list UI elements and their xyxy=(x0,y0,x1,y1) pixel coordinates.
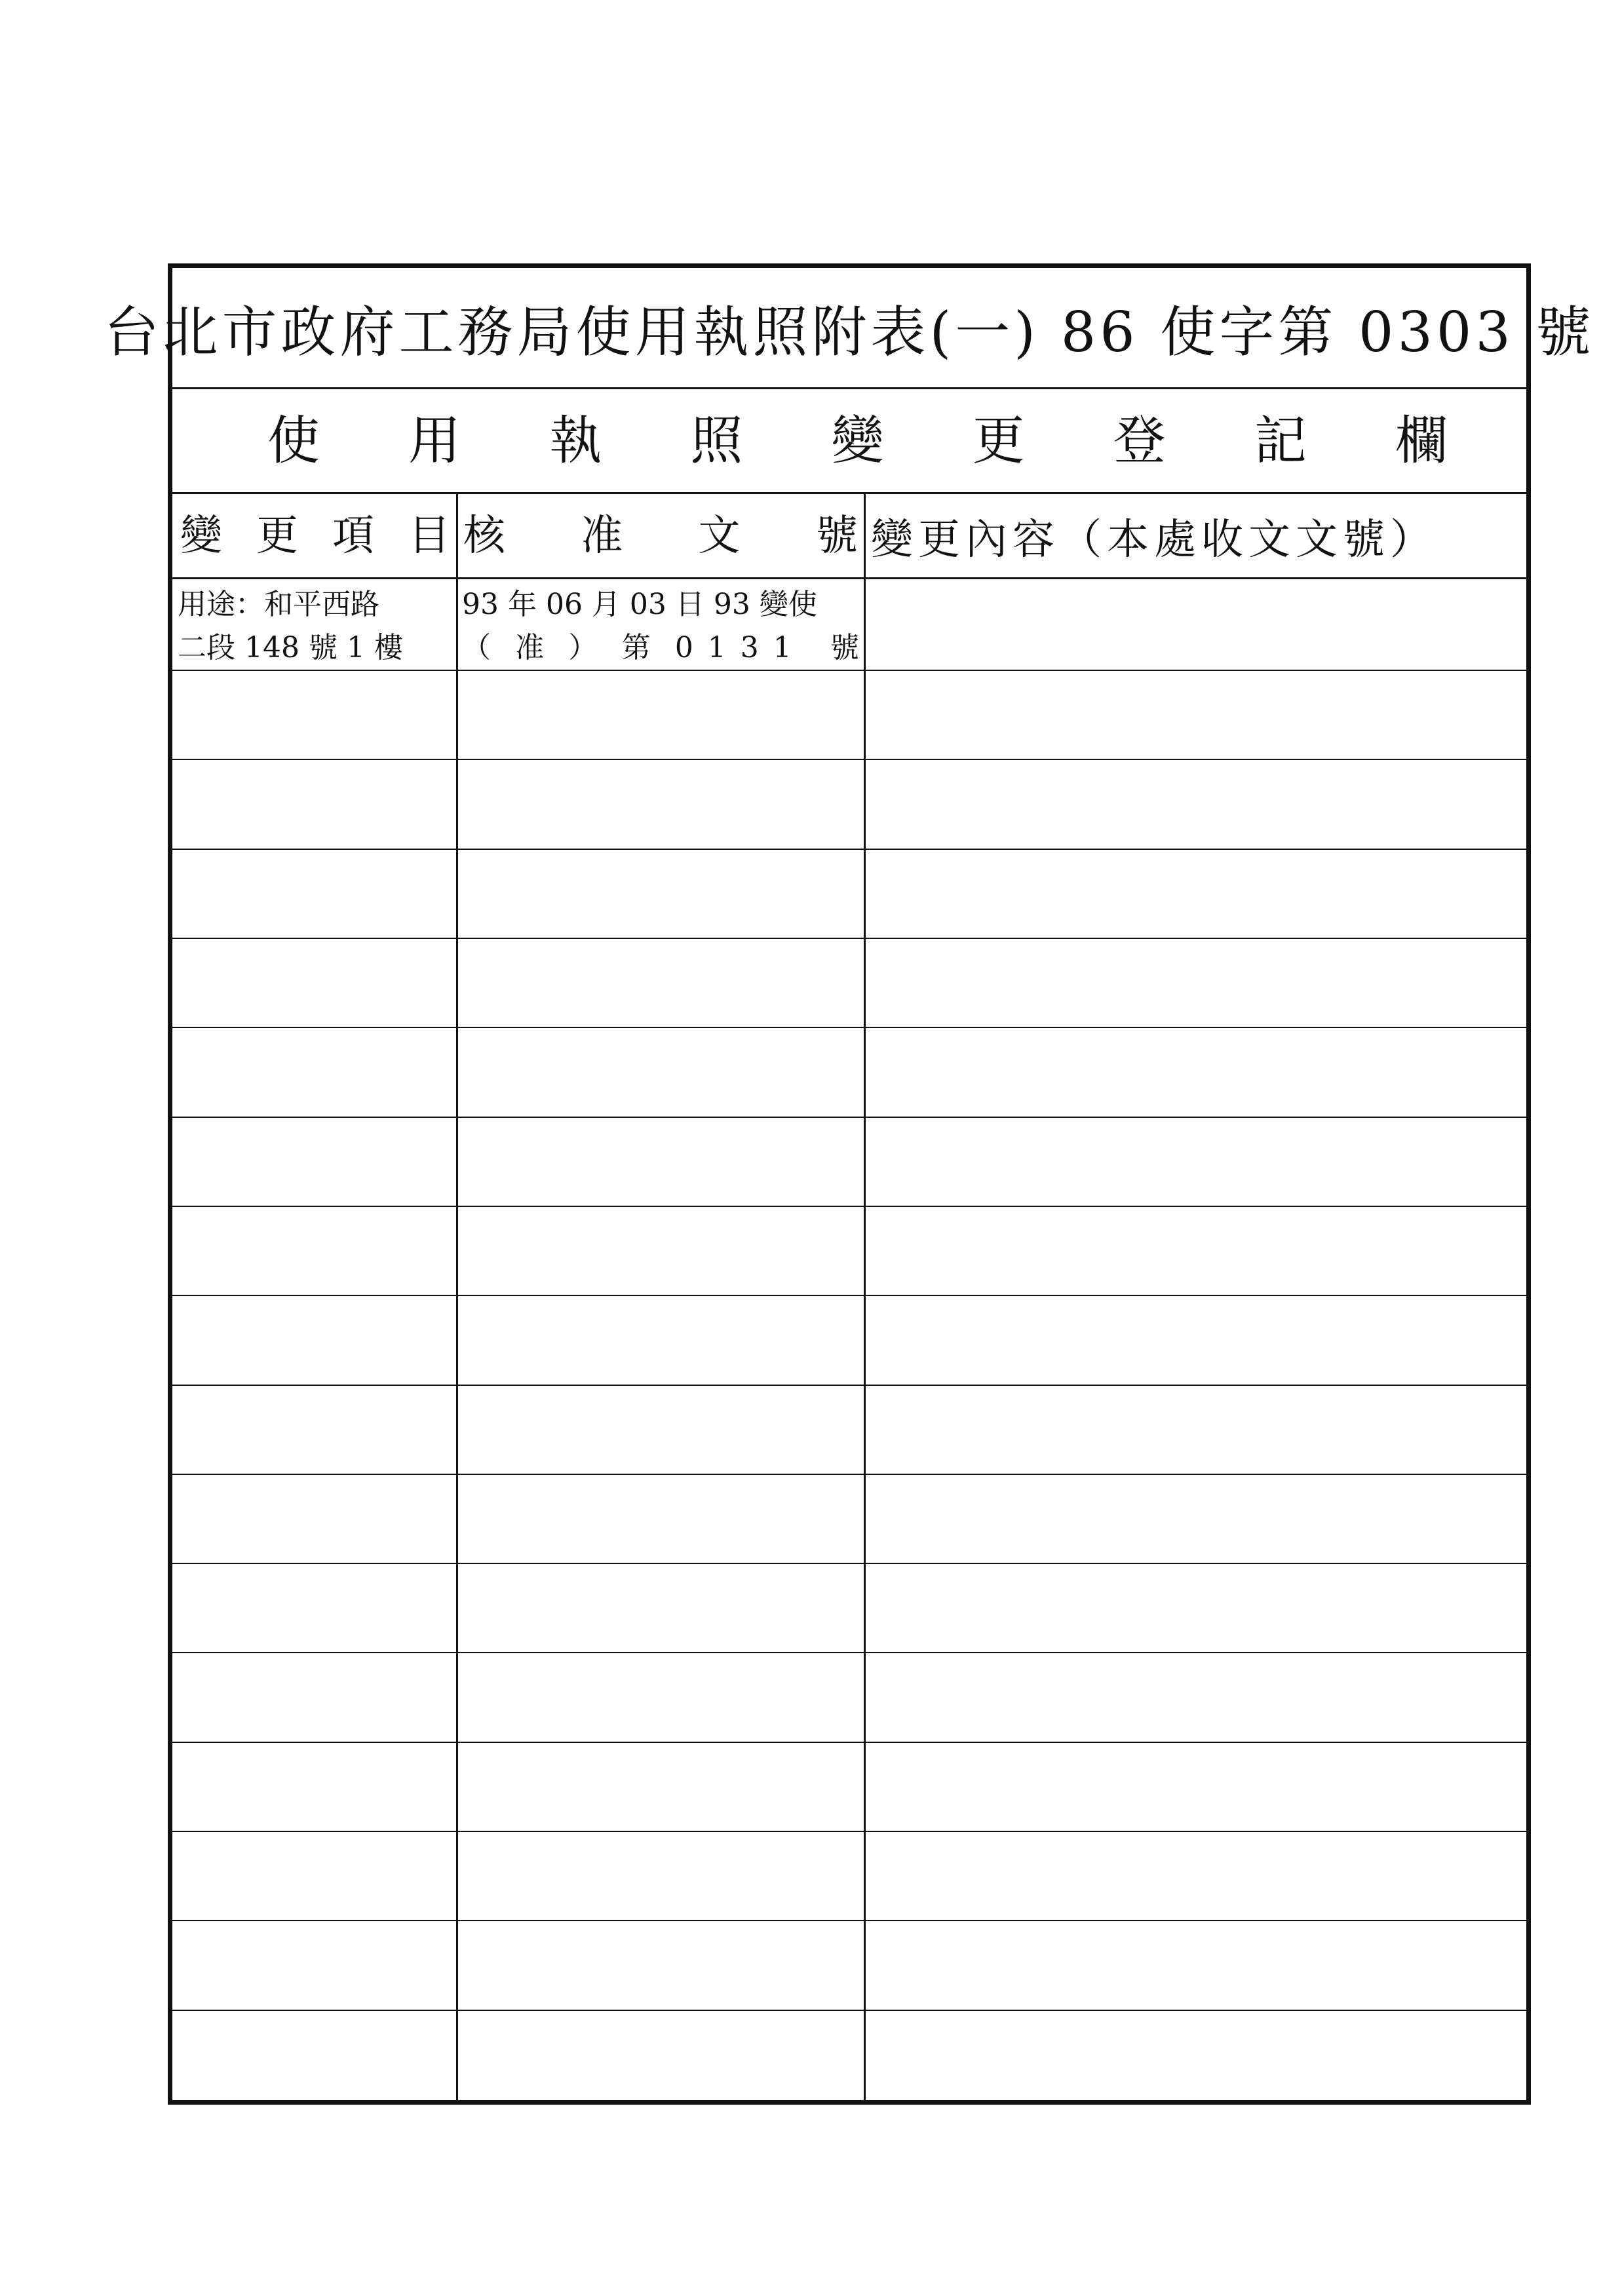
table-row-empty xyxy=(172,671,1526,760)
table-row-empty xyxy=(172,1475,1526,1564)
cell-text-line: 用途：和平西路 xyxy=(178,588,379,621)
table-row-empty xyxy=(172,1296,1526,1385)
table-row-empty xyxy=(172,1921,1526,2010)
header-char: 准 xyxy=(581,511,623,560)
approval-number-cell xyxy=(462,583,859,670)
subtitle-char: 登 xyxy=(1113,410,1166,471)
header-char: 項 xyxy=(332,511,374,560)
subtitle-char: 欄 xyxy=(1395,410,1448,471)
cell-text-part: 第 xyxy=(621,631,651,664)
subtitle-char: 執 xyxy=(549,410,602,471)
subtitle-char: 照 xyxy=(690,410,743,471)
header-change-item xyxy=(178,494,453,577)
table-row-empty xyxy=(172,850,1526,939)
header-char: 文 xyxy=(698,511,741,560)
table-body xyxy=(172,579,1526,2100)
table-row xyxy=(172,579,1526,671)
license-change-form xyxy=(104,263,1595,2105)
cell-text-part: （ xyxy=(462,631,491,664)
cell-text-line: 93 年 06 月 03 日 93 變使 xyxy=(462,588,817,621)
header-text: 變更內容（本處收文文號） xyxy=(871,515,1437,564)
subtitle-char: 更 xyxy=(972,410,1025,471)
table-row-empty xyxy=(172,1028,1526,1117)
form-title-row xyxy=(104,268,1595,389)
table-row-empty xyxy=(172,1743,1526,1832)
cell-text-part: 0131 xyxy=(674,631,806,664)
header-char: 更 xyxy=(256,511,298,560)
table-row-empty xyxy=(172,939,1526,1028)
subtitle-char: 用 xyxy=(408,410,461,471)
form-subtitle-row xyxy=(172,389,1526,494)
table-row-empty xyxy=(172,2011,1526,2100)
table-row-empty xyxy=(172,1832,1526,1921)
cell-text-part: 號 xyxy=(830,631,859,664)
header-char: 號 xyxy=(815,511,858,560)
subtitle-char: 記 xyxy=(1254,410,1307,471)
header-char: 目 xyxy=(408,511,450,560)
table-row-empty xyxy=(172,1207,1526,1296)
header-change-content xyxy=(871,494,1526,577)
subtitle-char: 使 xyxy=(267,410,320,471)
cell-text-part: 准 xyxy=(515,631,545,664)
cell-text-line: 二段 148 號 1 樓 xyxy=(178,631,403,664)
table-row-empty xyxy=(172,760,1526,849)
table-row-empty xyxy=(172,1564,1526,1653)
table-header-row xyxy=(172,494,1526,579)
cell-text-part: ） xyxy=(568,631,598,664)
change-item-cell xyxy=(178,583,453,670)
subtitle-char: 變 xyxy=(831,410,884,471)
table-row-empty xyxy=(172,1653,1526,1742)
header-approval-number xyxy=(462,494,859,577)
table-row-empty xyxy=(172,1386,1526,1475)
form-title: 台北市政府工務局使用執照附表(一) 86 使字第 0303 號 xyxy=(104,299,1595,364)
header-char: 變 xyxy=(180,511,222,560)
table-row-empty xyxy=(172,1118,1526,1207)
header-char: 核 xyxy=(463,511,505,560)
